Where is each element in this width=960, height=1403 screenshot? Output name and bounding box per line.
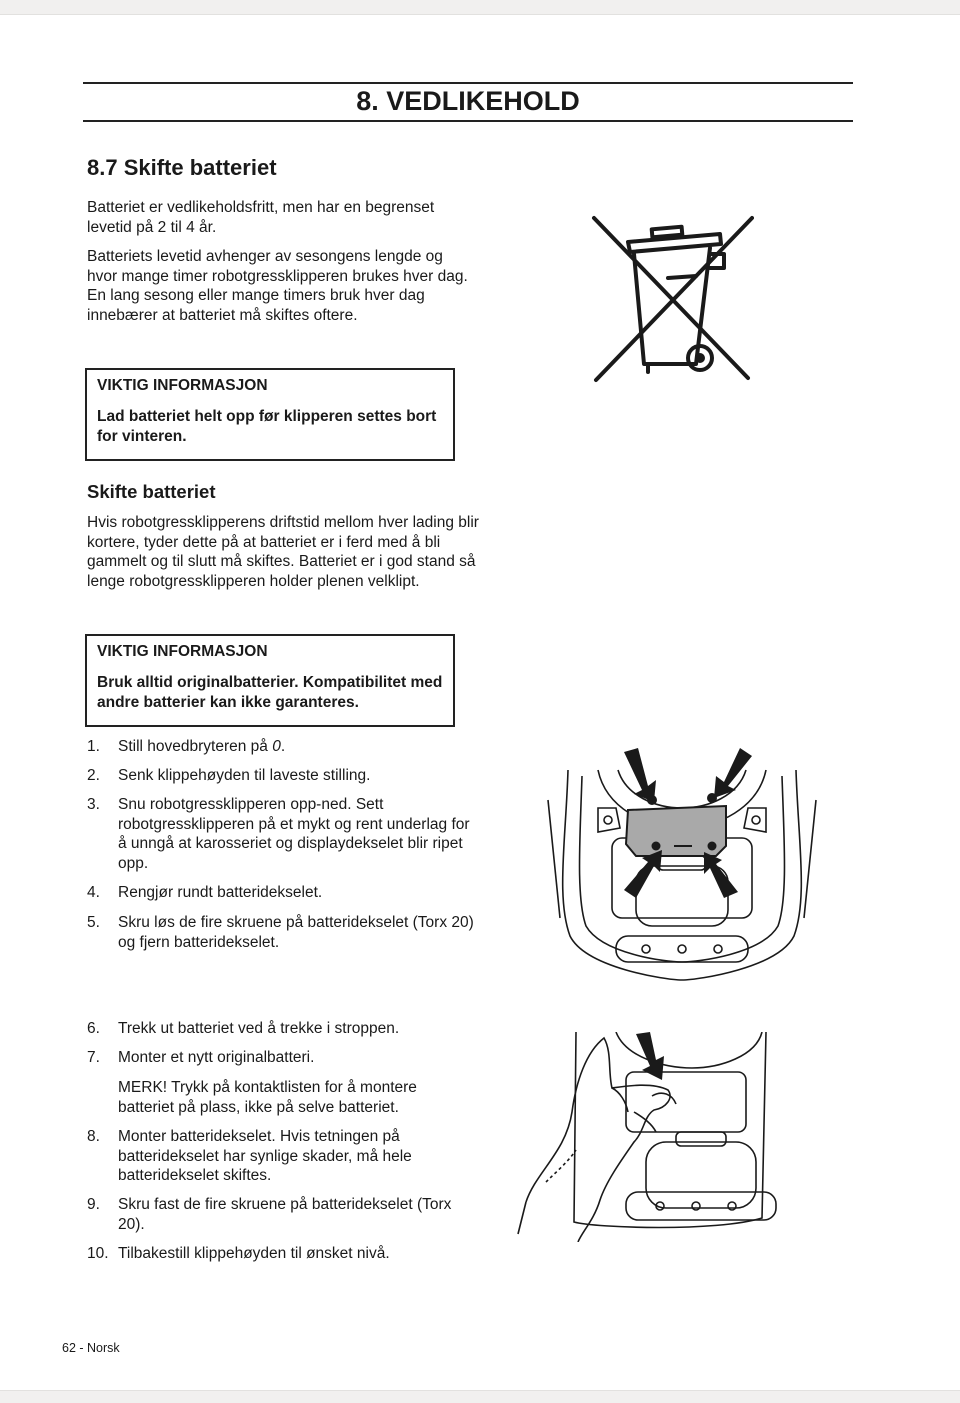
info-box-1-title: VIKTIG INFORMASJON — [97, 377, 268, 394]
chapter-rule-top — [83, 82, 853, 84]
step-number: 9. — [87, 1196, 100, 1213]
step-number: 4. — [87, 884, 100, 901]
step-text: Monter et nytt originalbatteri. — [118, 1049, 315, 1066]
step-text: MERK! Trykk på kontaktlisten for å montere batteriet på plass, ikke på selve batteriet. — [118, 1079, 417, 1116]
section-para-2: Batteriets levetid avhenger av sesongens lengde og hvor mange timer robotgressklipperen brukes hver dag. En lang sesong eller mange timers bruk hver dag innebærer at batteriet må skiftes oftere. — [87, 248, 468, 324]
section-title: 8.7 Skifte batteriet — [87, 155, 277, 180]
step-number: 5. — [87, 914, 100, 931]
step-text: Snu robotgressklipperen opp-ned. Sett robotgressklipperen på et mykt og rent underlag for å unngå at karosseriet og displaydekselet blir ripet opp. — [118, 796, 470, 872]
info-box-2-title: VIKTIG INFORMASJON — [97, 643, 268, 660]
step-number: 8. — [87, 1128, 100, 1145]
chapter-title: 8. VEDLIKEHOLD — [356, 86, 580, 116]
step-number: 6. — [87, 1020, 100, 1037]
step-item — [87, 1127, 447, 1186]
page-footer: 62 - Norsk — [62, 1341, 120, 1355]
section-para-1: Batteriet er vedlikeholdsfritt, men har en begrenset levetid på 2 til 4 år. — [87, 199, 435, 236]
step-item — [87, 766, 487, 786]
step-item — [87, 737, 487, 757]
viewer-bottom-edge — [0, 1390, 960, 1403]
info-box-2 — [85, 634, 455, 727]
viewer-top-edge — [0, 0, 960, 15]
step-note — [87, 1078, 467, 1117]
step-emphasis: 0 — [272, 738, 281, 755]
step-item — [87, 1048, 487, 1068]
step-item — [87, 1019, 487, 1039]
step-number: 1. — [87, 738, 100, 755]
step-item — [87, 913, 482, 952]
subsection-para: Hvis robotgressklipperens driftstid mellom hver lading blir kortere, tyder dette på at batteriet er i ferd med å bli gammelt og til slutt må skiftes. Batteriet er i god stand så lenge robotgressklipperen holder plenen velklipt. — [87, 514, 479, 590]
info-box-1-text: Lad batteriet helt opp før klipperen settes bort for vinteren. — [97, 408, 437, 445]
step-text: Trekk ut batteriet ved å trekke i stroppen. — [118, 1020, 400, 1037]
step-text: Tilbakestill klippehøyden til ønsket nivå. — [118, 1245, 390, 1262]
step-item — [87, 883, 487, 903]
step-text-end: . — [280, 738, 286, 755]
chapter-rule-bottom — [83, 120, 853, 122]
step-number: 2. — [87, 767, 100, 784]
crossed-out-wheelie-bin-icon — [588, 212, 754, 384]
step-item — [87, 1195, 482, 1234]
battery-cover-screws-illustration — [546, 748, 818, 984]
info-box-1 — [85, 368, 455, 461]
step-text: Still hovedbryteren på — [118, 738, 273, 755]
step-text: Rengjør rundt batteridekselet. — [118, 884, 323, 901]
step-item — [87, 795, 477, 873]
step-text: Skru løs de fire skruene på batteridekselet (Torx 20) og fjern batteridekselet. — [118, 914, 474, 951]
subsection-title: Skifte batteriet — [87, 481, 216, 502]
step-item — [87, 1244, 487, 1264]
step-text: Monter batteridekselet. Hvis tetningen på batteridekselet har synlige skader, må hele batteridekselet skiftes. — [118, 1128, 412, 1184]
step-number: 7. — [87, 1049, 100, 1066]
step-text: Skru fast de fire skruene på batteridekselet (Torx 20). — [118, 1196, 452, 1233]
battery-removal-hand-illustration — [516, 1032, 786, 1242]
step-text: Senk klippehøyden til laveste stilling. — [118, 767, 371, 784]
info-box-2-text: Bruk alltid originalbatterier. Kompatibilitet med andre batterier kan ikke garanteres. — [97, 674, 443, 711]
step-number: 10. — [87, 1245, 109, 1262]
step-number: 3. — [87, 796, 100, 813]
